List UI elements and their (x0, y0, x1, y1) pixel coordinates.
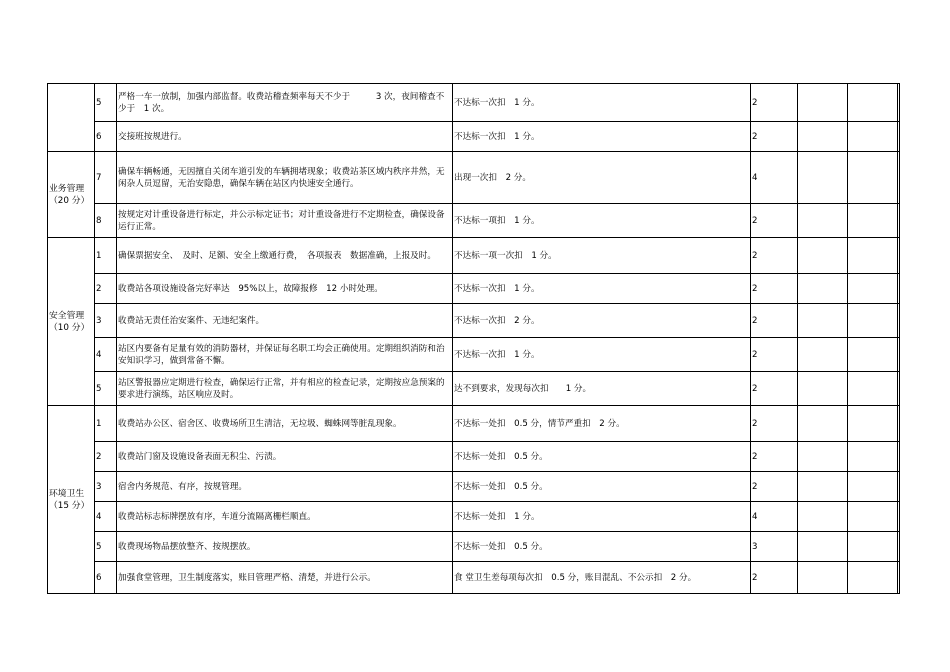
edge-cell (898, 338, 900, 372)
requirement-text: 收费站无责任治安案件、无违纪案件。 (117, 304, 453, 338)
requirement-text: 宿舍内务规范、有序，按规管理。 (117, 472, 453, 502)
item-number: 5 (95, 84, 117, 122)
self-check-cell (798, 238, 848, 274)
requirement-text: 加强食堂管理，卫生制度落实，账目管理严格、清楚，并进行公示。 (117, 562, 453, 594)
deduction-rule: 不达标一处扣 0.5 分。 (453, 532, 751, 562)
requirement-text: 收费站各项设施设备完好率达 95%以上，故障报修 12 小时处理。 (117, 274, 453, 304)
edge-cell (898, 152, 900, 204)
table-row (48, 502, 900, 532)
review-cell (848, 338, 898, 372)
table-body (48, 84, 900, 594)
deduction-rule: 不达标一处扣 0.5 分，情节严重扣 2 分。 (453, 406, 751, 442)
self-check-cell (798, 502, 848, 532)
score-value: 2 (751, 204, 798, 238)
deduction-rule: 达不到要求，发现每次扣 1 分。 (453, 372, 751, 406)
scoring-table (47, 83, 900, 594)
edge-cell (898, 406, 900, 442)
self-check-cell (798, 338, 848, 372)
item-number: 3 (95, 472, 117, 502)
self-check-cell (798, 532, 848, 562)
score-value: 2 (751, 304, 798, 338)
deduction-rule: 不达标一处扣 1 分。 (453, 502, 751, 532)
category-cell (48, 84, 95, 152)
edge-cell (898, 204, 900, 238)
item-number: 4 (95, 502, 117, 532)
table-row (48, 472, 900, 502)
review-cell (848, 238, 898, 274)
item-number: 6 (95, 562, 117, 594)
table-row (48, 152, 900, 204)
requirement-text: 确保车辆畅通，无因擅自关闭车道引发的车辆拥堵现象；收费站茶区域内秩序井然，无闲杂人员逗留，无治安隐患，确保车辆在站区内快速安全通行。 (117, 152, 453, 204)
deduction-rule: 不达标一处扣 0.5 分。 (453, 442, 751, 472)
requirement-text: 收费站办公区、宿舍区、收费场所卫生清洁，无垃圾、蜘蛛网等脏乱现象。 (117, 406, 453, 442)
score-value: 2 (751, 406, 798, 442)
review-cell (848, 442, 898, 472)
review-cell (848, 204, 898, 238)
self-check-cell (798, 84, 848, 122)
table-row (48, 338, 900, 372)
review-cell (848, 304, 898, 338)
item-number: 1 (95, 406, 117, 442)
score-value: 4 (751, 502, 798, 532)
score-value: 4 (751, 152, 798, 204)
edge-cell (898, 238, 900, 274)
score-value: 2 (751, 442, 798, 472)
edge-cell (898, 562, 900, 594)
requirement-text: 站区内要备有足量有效的消防器材，并保证每名职工均会正确使用。定期组织消防和治安知识学习，做到常备不懈。 (117, 338, 453, 372)
table-row (48, 238, 900, 274)
deduction-rule: 不达标一次扣 1 分。 (453, 338, 751, 372)
score-value: 2 (751, 562, 798, 594)
table-row (48, 442, 900, 472)
requirement-text: 收费站标志标牌摆放有序，车道分流隔离栅栏顺直。 (117, 502, 453, 532)
requirement-text: 交接班按规进行。 (117, 122, 453, 152)
deduction-rule: 不达标一次扣 1 分。 (453, 122, 751, 152)
item-number: 6 (95, 122, 117, 152)
review-cell (848, 84, 898, 122)
review-cell (848, 472, 898, 502)
table-row (48, 406, 900, 442)
review-cell (848, 152, 898, 204)
review-cell (848, 532, 898, 562)
edge-cell (898, 304, 900, 338)
item-number: 2 (95, 274, 117, 304)
score-value: 3 (751, 532, 798, 562)
deduction-rule: 不达标一项一次扣 1 分。 (453, 238, 751, 274)
requirement-text: 按规定对计重设备进行标定，并公示标定证书；对计重设备进行不定期检查，确保设备运行正常。 (117, 204, 453, 238)
self-check-cell (798, 372, 848, 406)
table-row (48, 84, 900, 122)
self-check-cell (798, 472, 848, 502)
table-row (48, 122, 900, 152)
item-number: 7 (95, 152, 117, 204)
deduction-rule: 食 堂卫生差每项每次扣 0.5 分，账目混乱、不公示扣 2 分。 (453, 562, 751, 594)
self-check-cell (798, 406, 848, 442)
review-cell (848, 122, 898, 152)
deduction-rule: 出现一次扣 2 分。 (453, 152, 751, 204)
item-number: 3 (95, 304, 117, 338)
deduction-rule: 不达标一处扣 0.5 分。 (453, 472, 751, 502)
requirement-text: 严格一车一放制，加强内部监督。收费站稽查频率每天不少于 3 次，夜间稽查不少于 1 次。 (117, 84, 453, 122)
table-row (48, 532, 900, 562)
category-cell: 业务管理（20 分） (48, 152, 95, 238)
self-check-cell (798, 304, 848, 338)
deduction-rule: 不达标一次扣 2 分。 (453, 304, 751, 338)
edge-cell (898, 472, 900, 502)
self-check-cell (798, 204, 848, 238)
deduction-rule: 不达标一次扣 1 分。 (453, 274, 751, 304)
edge-cell (898, 274, 900, 304)
item-number: 1 (95, 238, 117, 274)
score-value: 2 (751, 122, 798, 152)
deduction-rule: 不达标一项扣 1 分。 (453, 204, 751, 238)
item-number: 5 (95, 532, 117, 562)
score-value: 2 (751, 472, 798, 502)
item-number: 4 (95, 338, 117, 372)
edge-cell (898, 84, 900, 122)
edge-cell (898, 532, 900, 562)
edge-cell (898, 442, 900, 472)
item-number: 8 (95, 204, 117, 238)
table-row (48, 372, 900, 406)
deduction-rule: 不达标一次扣 1 分。 (453, 84, 751, 122)
score-value: 2 (751, 84, 798, 122)
review-cell (848, 372, 898, 406)
edge-cell (898, 502, 900, 532)
self-check-cell (798, 442, 848, 472)
score-value: 2 (751, 238, 798, 274)
requirement-text: 站区警报器应定期进行检查，确保运行正常，并有相应的检查记录，定期按应急预案的要求进行演练，站区响应及时。 (117, 372, 453, 406)
review-cell (848, 562, 898, 594)
edge-cell (898, 372, 900, 406)
self-check-cell (798, 562, 848, 594)
score-value: 2 (751, 338, 798, 372)
review-cell (848, 502, 898, 532)
self-check-cell (798, 274, 848, 304)
requirement-text: 收费站门窗及设施设备表面无积尘、污渍。 (117, 442, 453, 472)
table-row (48, 562, 900, 594)
review-cell (848, 274, 898, 304)
item-number: 2 (95, 442, 117, 472)
review-cell (848, 406, 898, 442)
requirement-text: 收费现场物品摆放整齐、按规摆放。 (117, 532, 453, 562)
table-row (48, 274, 900, 304)
table-row (48, 304, 900, 338)
table-row (48, 204, 900, 238)
edge-cell (898, 122, 900, 152)
item-number: 5 (95, 372, 117, 406)
category-cell: 环境卫生（15 分） (48, 406, 95, 594)
self-check-cell (798, 152, 848, 204)
self-check-cell (798, 122, 848, 152)
score-value: 2 (751, 274, 798, 304)
category-cell: 安全管理（10 分） (48, 238, 95, 406)
score-value: 2 (751, 372, 798, 406)
requirement-text: 确保票据安全、 及时、足额、安全上缴通行费， 各项报表 数据准确，上报及时。 (117, 238, 453, 274)
